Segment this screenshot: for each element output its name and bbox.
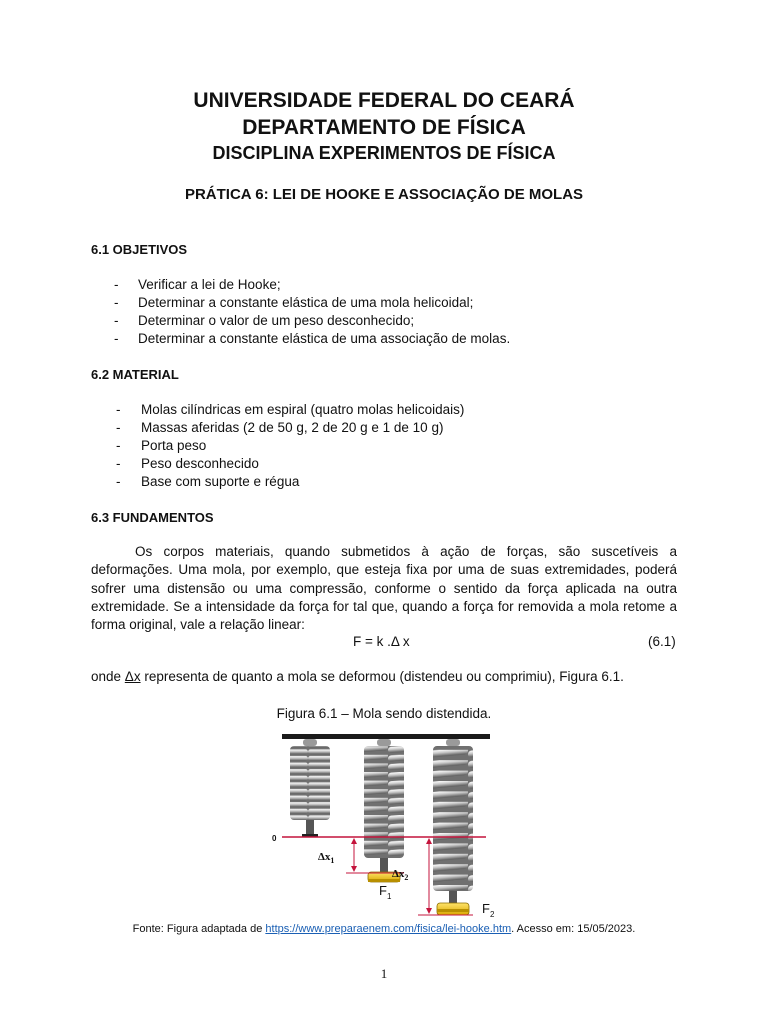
f2-label: $F_2$: [482, 901, 495, 919]
discipline-title: DISCIPLINA EXPERIMENTOS DE FÍSICA: [212, 143, 556, 163]
objectives-heading: 6.1 OBJETIVOS: [91, 242, 188, 257]
page-number: 1: [380, 966, 388, 981]
spring-force-1: [364, 746, 404, 858]
fundamentals-paragraph: Os corpos materiais, quando submetidos à ação de forças, são suscetíveis a deformações. Uma mola, por exemplo, que esteja fixa por uma de suas extremidades, poderá sofrer uma distensão ou uma compressão, conforme o sentido da força aplicada na outra extremidade. Se a intensidade da força for tal que, quando a força for removida a mola retome a forma original, vale a relação linear:: [91, 544, 677, 633]
figure-source: Fonte: Figura adaptada de https://www.preparaenem.com/fisica/lei-hooke.htm. Acesso em: 15/05/2023.: [132, 923, 636, 935]
dx1-label: $\Delta x_1$: [318, 851, 335, 865]
department-title: DEPARTAMENTO DE FÍSICA: [242, 116, 526, 139]
document-page: UNIVERSIDADE FEDERAL DO CEARÁ DEPARTAMENTO DE FÍSICA DISCIPLINA EXPERIMENTOS DE FÍSICA PRÁTICA 6: LEI DE HOOKE E ASSOCIAÇÃO DE MOLAS 6.1 OBJETIVOS - Verificar a lei de Hooke; - Determinar a constante elástica de uma mola helicoidal; - Determinar o valor de um peso desconhecido; - Determinar a constante elástica de uma associação de molas. 6.2 MATERIAL - Molas cilíndricas em espiral (quatro molas helicoidais) - Massas aferidas (2 de 50 g, 2 de 20 g e 1 de 10 g) - Porta peso - Peso desconhecido - Base com suporte e régua 6.3 FUNDAMENTOS Os corpos materiais, quando submetidos à ação de forças, são suscetíveis a deformações. Uma mola, por exemplo, que esteja fixa por uma de suas extremidades, poderá sofrer uma distensão ou uma compressão, conforme o sentido da força aplicada na outra extremidade. Se a intensidade da força for tal que, quando a força for removida a mola retome a forma original, vale a relação linear: F = k .Δ x (6.1) onde Δx representa de quanto a mola se deformou (distendeu ou comprimiu), Figura 6.1. Figura 6.1 – Mola sendo distendida. 0 $\Delta x_1$ $\Delta x_2$ $F_1$ $F_2$ Fonte: Figura adaptada de https://www.preparaenem.com/fisica/lei-hooke.htm. Acesso em: 15/05/2023. 1: [0, 0, 768, 1024]
fundamentals-heading: 6.3 FUNDAMENTOS: [91, 510, 214, 525]
spring-force-2: [433, 746, 473, 891]
dx2-label: $\Delta x_2$: [392, 868, 409, 882]
spring-figure: [268, 729, 499, 921]
zero-label: 0: [272, 834, 277, 843]
university-title: UNIVERSIDADE FEDERAL DO CEARÁ: [193, 89, 575, 112]
spring-unloaded: [290, 746, 330, 820]
figure-caption: Figura 6.1 – Mola sendo distendida.: [276, 706, 492, 721]
deformation-sentence: onde Δx representa de quanto a mola se deformou (distendeu ou comprimiu), Figura 6.1.: [91, 669, 624, 684]
ceiling-bar: [282, 734, 490, 739]
f1-label: $F_1$: [379, 883, 392, 901]
source-link[interactable]: https://www.preparaenem.com/fisica/lei-hooke.htm: [265, 923, 512, 935]
practice-title: PRÁTICA 6: LEI DE HOOKE E ASSOCIAÇÃO DE MOLAS: [184, 186, 584, 203]
hooke-equation: F = k .Δ x: [353, 634, 410, 649]
material-heading: 6.2 MATERIAL: [91, 367, 179, 382]
equation-number: (6.1): [648, 634, 676, 649]
